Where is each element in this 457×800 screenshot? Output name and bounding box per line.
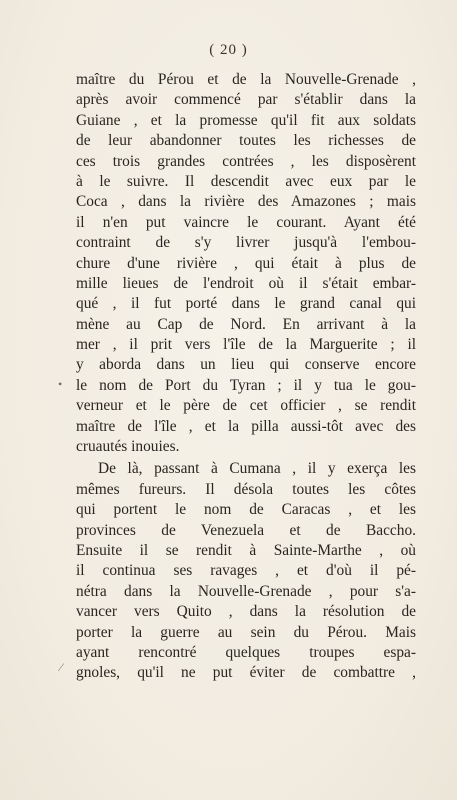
text-line: y aborda dans un lieu qui conserve encore [76, 356, 416, 374]
text-line: cruautés inouies. [76, 438, 180, 456]
text-line: il n'en put vaincre le courant. Ayant été [76, 213, 416, 231]
text-line: le nom de Port du Tyran ; il y tua le gou- [76, 376, 416, 394]
text-line: maître de l'île , et la pilla aussi-tôt avec des [76, 417, 416, 435]
body-text [76, 70, 416, 684]
text-line: nétra dans la Nouvelle-Grenade , pour s'a- [76, 582, 416, 600]
text-line: vancer vers Quito , dans la résolution de [76, 603, 416, 621]
text-line: Coca , dans la rivière des Amazones ; mais [76, 193, 416, 211]
text-line: provinces de Venezuela et de Baccho. [76, 521, 416, 539]
text-line: ayant rencontré quelques troupes espa- [76, 643, 416, 661]
text-line: maître du Pérou et de la Nouvelle-Grenade , [76, 71, 416, 88]
margin-mark: ⁄ [60, 660, 63, 674]
text-line: mène au Cap de Nord. En arrivant à la [76, 315, 416, 333]
text-line: Guiane , et la promesse qu'il fit aux soldats [76, 111, 416, 129]
margin-mark: • [58, 377, 63, 391]
text-line: Ensuite il se rendit à Sainte-Marthe , où [76, 541, 416, 559]
text-line: De là, passant à Cumana , il y exerça les [98, 460, 416, 478]
text-line: mêmes fureurs. Il désola toutes les côtes [76, 480, 416, 498]
text-line: il continua ses ravages , et d'où il pé- [76, 562, 416, 580]
page-number: ( 20 ) [209, 42, 248, 58]
text-line: mille lieues de l'endroit où il s'était embar- [76, 274, 416, 292]
text-line: porter la guerre au sein du Pérou. Mais [76, 623, 416, 641]
text-line: mer , il prit vers l'île de la Marguerite ; il [76, 336, 416, 354]
text-line: de leur abandonner toutes les richesses de [76, 132, 416, 150]
text-line: ces trois grandes contrées , les disposèrent [76, 152, 416, 170]
text-line: contraint de s'y livrer jusqu'à l'embou- [76, 234, 416, 252]
text-line: qui portent le nom de Caracas , et les [76, 501, 416, 519]
text-line: chure d'une rivière , qui était à plus de [76, 254, 416, 272]
text-line: gnoles, qu'il ne put éviter de combattre , [76, 664, 416, 682]
text-line: à le suivre. Il descendit avec eux par le [76, 172, 416, 190]
text-line: après avoir commencé par s'établir dans la [76, 91, 416, 109]
text-line: qué , il fut porté dans le grand canal qui [76, 295, 416, 313]
text-line: verneur et le père de cet officier , se rendit [76, 397, 416, 415]
